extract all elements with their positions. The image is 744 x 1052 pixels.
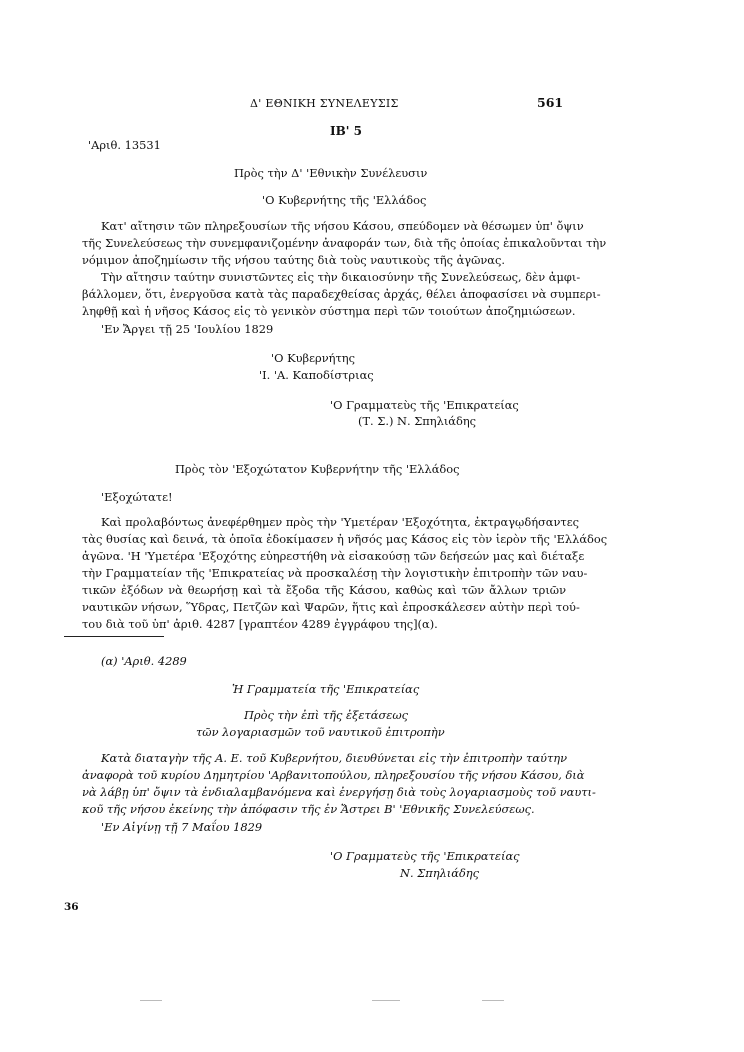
footnote-line: ἀναφορὰ τοῦ κυρίου Δημητρίου 'Αρβανιτοπούλου, πληρεξουσίου τῆς νήσου Κάσου, διὰ (82, 768, 585, 782)
doc2-line: τικῶν ἐξόδων νὰ θεωρήσῃ καὶ τὰ ἔξοδα τῆς Κάσου, καθὼς καὶ τῶν ἄλλων τριῶν (82, 583, 566, 597)
scan-mark (482, 1000, 504, 1001)
doc1-sender: 'Ο Κυβερνήτης τῆς 'Ελλάδος (262, 193, 427, 207)
section-number: ΙΒ' 5 (330, 124, 362, 138)
doc1-secretary-title: 'Ο Γραμματεὺς τῆς 'Επικρατείας (330, 398, 519, 412)
footnote-sender: Ἡ Γραμματεία τῆς 'Επικρατείας (232, 682, 420, 696)
doc2-line: ἀγῶνα. 'Η 'Υμετέρα 'Εξοχότης εὐηρεστήθη νὰ εἰσακούσῃ τῶν δεήσεών μας καὶ διέταξε (82, 549, 585, 563)
doc1-line: βάλλομεν, ὅτι, ἐνεργοῦσα κατὰ τὰς παραδεχθείσας ἀρχάς, θέλει ἀποφασίσει νὰ συμπερι- (82, 287, 601, 301)
footnote-addressee-2: τῶν λογαριασμῶν τοῦ ναυτικοῦ ἐπιτροπὴν (196, 725, 445, 739)
footnote-label: (α) 'Αριθ. 4289 (101, 654, 187, 668)
footnote-addressee-1: Πρὸς τὴν ἐπὶ τῆς ἐξετάσεως (244, 708, 409, 722)
doc2-line-last: του διὰ τοῦ ὑπ' ἀριθ. 4287 [γραπτέον 4289 ἐγγράφου της](α). (82, 617, 438, 631)
doc2-salutation: 'Εξοχώτατε! (101, 490, 173, 504)
doc1-line: ληφθῇ καὶ ἡ νῆσος Κάσος εἰς τὸ γενικὸν σύστημα περὶ τῶν τοιούτων ἀποζημιώσεων. (82, 304, 576, 318)
doc2-line: τὴν Γραμματείαν τῆς 'Επικρατείας νὰ προσκαλέσῃ τὴν λογιστικὴν ἐπιτροπὴν τῶν ναυ- (82, 566, 588, 580)
doc1-number: 'Αριθ. 13531 (88, 138, 161, 152)
doc1-sign-name: 'Ι. 'Α. Καποδίστριας (259, 368, 374, 382)
signature-mark: 36 (64, 901, 79, 913)
doc2-line: τὰς θυσίας καὶ δεινά, τὰ ὁποῖα ἐδοκίμασεν ἡ νῆσός μας Κάσος εἰς τὸν ἱερὸν τῆς 'Ελλάδος (82, 532, 608, 546)
doc2-addressee: Πρὸς τὸν 'Εξοχώτατον Κυβερνήτην τῆς 'Ελλάδος (175, 462, 460, 476)
footnote-rule (64, 636, 164, 637)
scan-mark (140, 1000, 162, 1001)
doc1-secretary-name: (Τ. Σ.) Ν. Σπηλιάδης (358, 414, 477, 428)
footnote-line: νὰ λάβῃ ὑπ' ὄψιν τὰ ἐνδιαλαμβανόμενα καὶ ἐνεργήσῃ διὰ τοὺς λογαριασμοὺς τοῦ ναυτι- (82, 785, 596, 799)
doc2-line: Καὶ προλαβόντως ἀνεφέρθημεν πρὸς τὴν 'Υμετέραν 'Εξοχότητα, ἐκτραγῳδήσαντες (101, 515, 579, 529)
doc1-addressee: Πρὸς τὴν Δ' 'Εθνικὴν Συνέλευσιν (234, 166, 428, 180)
doc1-place-date: 'Εν Ἄργει τῇ 25 'Ιουλίου 1829 (101, 322, 274, 336)
footnote-place-date: 'Εν Αἰγίνῃ τῇ 7 Μαΐου 1829 (101, 820, 263, 834)
doc1-sign-title: 'Ο Κυβερνήτης (271, 351, 355, 365)
running-title: Δ' ΕΘΝΙΚΗ ΣΥΝΕΛΕΥΣΙΣ (250, 97, 399, 110)
doc1-line: νόμιμον ἀποζημίωσιν τῆς νήσου ταύτης διὰ τοὺς ναυτικοὺς τῆς ἀγῶνας. (82, 253, 505, 267)
footnote-line: Κατὰ διαταγὴν τῆς Α. Ε. τοῦ Κυβερνήτου, διευθύνεται εἰς τὴν ἐπιτροπὴν ταύτην (101, 751, 568, 765)
footnote-secretary-title: 'Ο Γραμματεὺς τῆς 'Επικρατείας (330, 849, 520, 863)
doc1-line: Κατ' αἴτησιν τῶν πληρεξουσίων τῆς νήσου Κάσου, σπεύδομεν νὰ θέσωμεν ὑπ' ὄψιν (101, 219, 584, 233)
footnote-secretary-name: Ν. Σπηλιάδης (400, 866, 480, 880)
doc2-line: ναυτικῶν νήσων, Ὕδρας, Πετζῶν καὶ Ψαρῶν, ἥτις καὶ ἐπροσκάλεσεν αὐτὴν περὶ τού- (82, 600, 580, 614)
doc1-line: Τὴν αἴτησιν ταύτην συνιστῶντες εἰς τὴν δικαιοσύνην τῆς Συνελεύσεως, δὲν ἀμφι- (101, 270, 581, 284)
page-number: 561 (537, 95, 564, 110)
footnote-line-last: κοῦ τῆς νήσου ἐκείνης τὴν ἀπόφασιν τῆς ἐν Ἄστρει Β' 'Εθνικῆς Συνελεύσεως. (82, 802, 535, 816)
scan-mark (372, 1000, 400, 1001)
doc1-line: τῆς Συνελεύσεως τὴν συνεμφανιζομένην ἀναφοράν των, διὰ τῆς ὁποίας ἐπικαλοῦνται τὴν (82, 236, 607, 250)
